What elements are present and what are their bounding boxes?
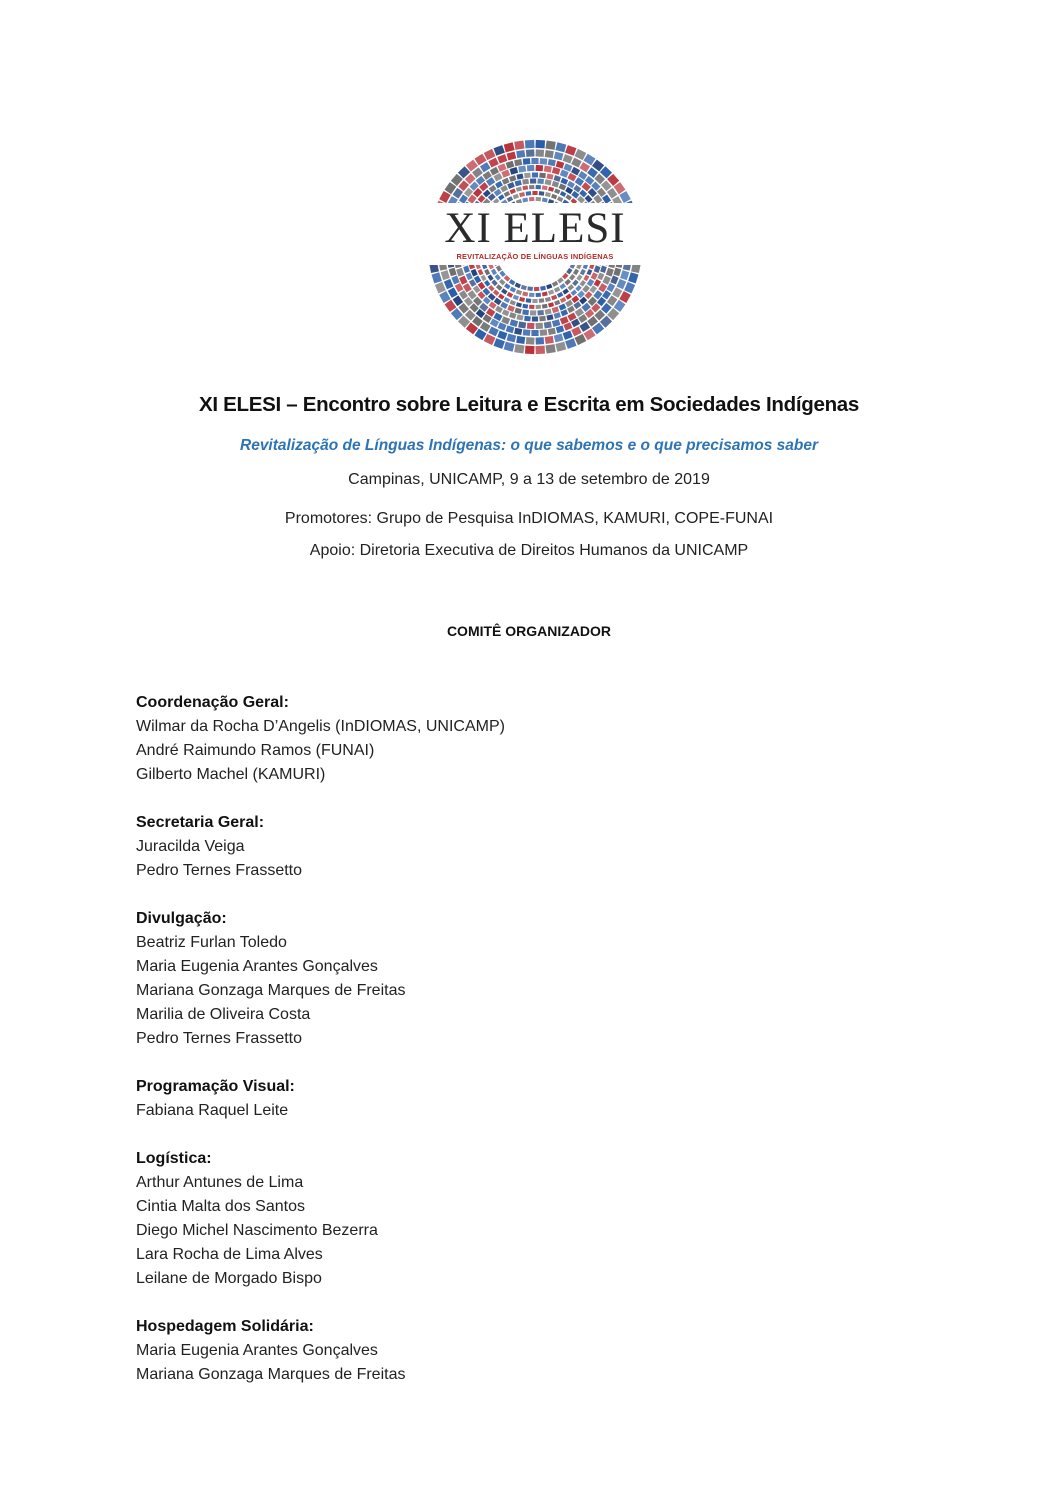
member-name: Pedro Ternes Frassetto <box>136 1030 303 1047</box>
section-heading: Coordenação Geral: <box>136 694 289 711</box>
logo-title: XI ELESI <box>444 205 626 252</box>
event-location: Campinas, UNICAMP, 9 a 13 de setembro de 2019 <box>348 471 710 488</box>
member-name: André Raimundo Ramos (FUNAI) <box>136 742 375 759</box>
member-name: Juracilda Veiga <box>136 838 245 855</box>
member-name: Mariana Gonzaga Marques de Freitas <box>136 982 406 999</box>
member-name: Diego Michel Nascimento Bezerra <box>136 1222 378 1239</box>
logo-subtitle: REVITALIZAÇÃO DE LÍNGUAS INDÍGENAS <box>456 252 614 261</box>
section-heading: Hospedagem Solidária: <box>136 1318 314 1335</box>
committee-section <box>136 1075 936 1123</box>
event-logo <box>427 139 643 355</box>
section-heading: Logística: <box>136 1150 212 1167</box>
document-subtitle: Revitalização de Línguas Indígenas: o que sabemos e o que precisamos saber <box>240 437 818 454</box>
member-name: Gilberto Machel (KAMURI) <box>136 766 326 783</box>
committee-section <box>136 907 936 1051</box>
member-name: Marilia de Oliveira Costa <box>136 1006 311 1023</box>
member-name: Leilane de Morgado Bispo <box>136 1270 322 1287</box>
document-title: XI ELESI – Encontro sobre Leitura e Escrita em Sociedades Indígenas <box>198 393 860 416</box>
section-heading: Programação Visual: <box>136 1078 295 1095</box>
member-name: Maria Eugenia Arantes Gonçalves <box>136 958 378 975</box>
section-heading: Divulgação: <box>136 910 227 927</box>
section-heading: Secretaria Geral: <box>136 814 265 831</box>
member-name: Beatriz Furlan Toledo <box>136 934 287 951</box>
member-name: Arthur Antunes de Lima <box>136 1174 304 1191</box>
member-name: Fabiana Raquel Leite <box>136 1102 289 1119</box>
member-name: Wilmar da Rocha D’Angelis (InDIOMAS, UNICAMP) <box>136 718 505 735</box>
member-name: Lara Rocha de Lima Alves <box>136 1246 323 1263</box>
committee-section <box>136 1315 936 1387</box>
committee-section <box>136 811 936 883</box>
event-support: Apoio: Diretoria Executiva de Direitos Humanos da UNICAMP <box>309 542 749 559</box>
committee-section <box>136 1147 936 1291</box>
committee-title: COMITÊ ORGANIZADOR <box>446 623 612 639</box>
member-name: Maria Eugenia Arantes Gonçalves <box>136 1342 378 1359</box>
event-promoters: Promotores: Grupo de Pesquisa InDIOMAS, KAMURI, COPE-FUNAI <box>284 510 774 527</box>
member-name: Cintia Malta dos Santos <box>136 1198 305 1215</box>
member-name: Mariana Gonzaga Marques de Freitas <box>136 1366 406 1383</box>
committee-section <box>136 691 936 787</box>
committee-sections <box>136 691 936 1411</box>
member-name: Pedro Ternes Frassetto <box>136 862 303 879</box>
